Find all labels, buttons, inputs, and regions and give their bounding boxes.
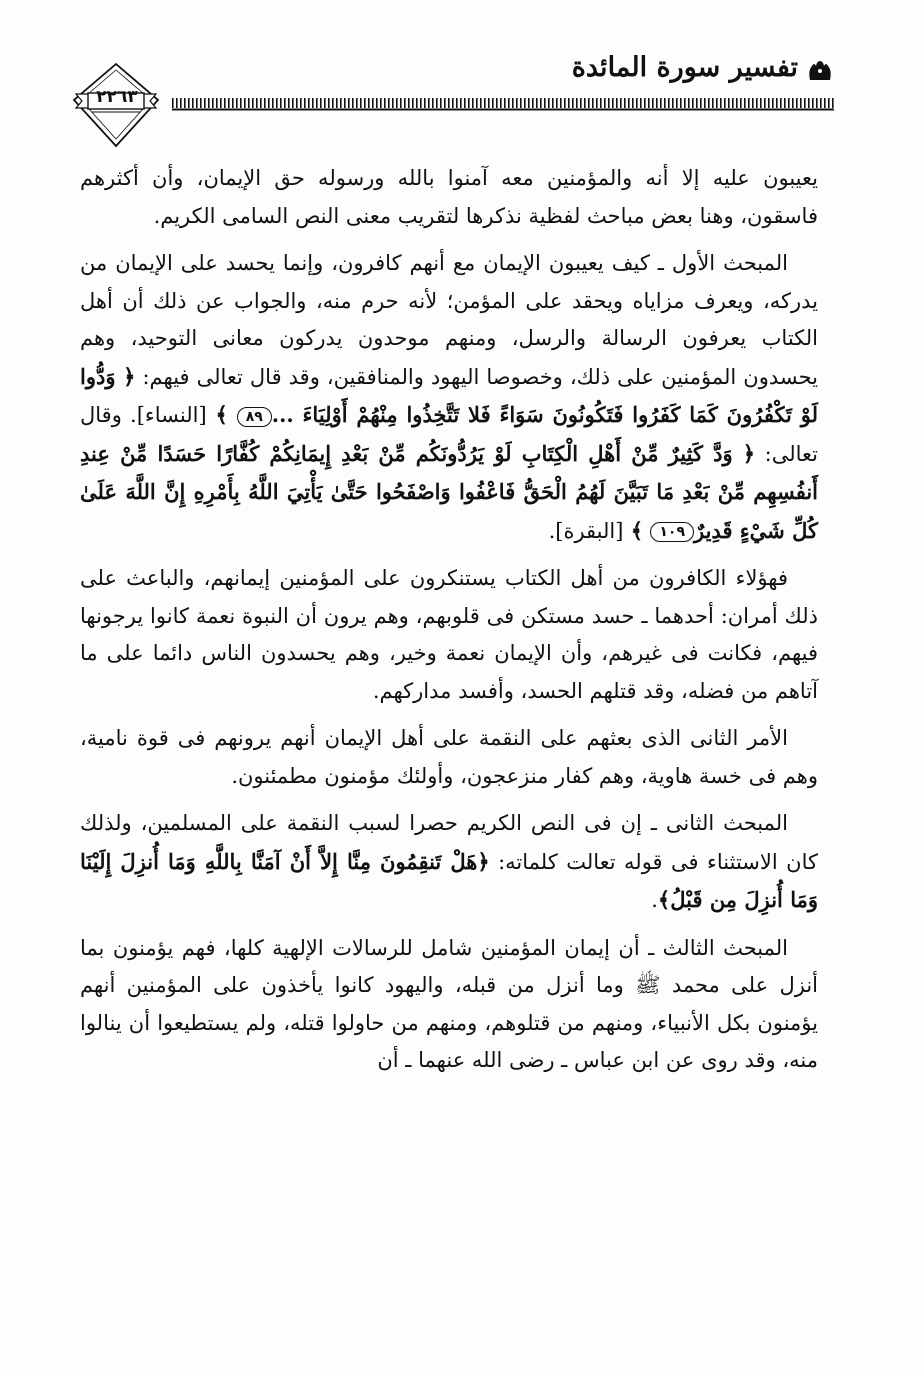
header-rule (172, 98, 834, 111)
paragraph-text: المبحث الثانى ـ إن فى النص الكريم حصرا لسبب النقمة على المسلمين، ولذلك كان الاستثناء فى قوله تعالت كلماته: (80, 811, 818, 874)
quran-verse: ﴾ (206, 402, 237, 427)
paragraph (80, 930, 818, 1080)
surah-title: تفسير سورة المائدة (571, 52, 798, 83)
paragraph (80, 560, 818, 710)
page-number: ٢٢٦٣ (96, 87, 138, 107)
paragraph-text: [النساء]. وقال تعالى: (80, 403, 818, 466)
paragraph-text: [البقرة]. (548, 518, 624, 543)
body-text (80, 160, 818, 1090)
paragraph-text: يعيبون عليه إلا أنه والمؤمنين معه آمنوا بالله ورسوله حق الإيمان، وأن أكثرهم فاسقون، وهنا بعض مباحث لفظية نذكرها لتقريب معنى النص السامى الكريم. (80, 166, 818, 228)
paragraph-text: الأمر الثانى الذى بعثهم على النقمة على أهل الإيمان أنهم يرونهم فى قوة نامية، وهم فى خسة هاوية، وهم كفار منزعجون، وأولئك مؤمنون مطمئنون. (80, 726, 818, 788)
paragraph-text: . (651, 888, 658, 912)
ayah-number-marker: ٨٩ (237, 407, 272, 427)
quran-verse: ﴿ وَدَّ كَثِيرٌ مِّنْ أَهْلِ الْكِتَابِ لَوْ يَرُدُّونَكُم مِّنْ بَعْدِ إِيمَانِكُمْ كُفَّارًا حَسَدًا مِّنْ عِندِ أَنفُسِهِم مِّنْ بَعْدِ مَا تَبَيَّنَ لَهُمُ الْحَقُّ فَاعْفُوا وَاصْفَحُوا حَتَّىٰ يَأْتِيَ اللَّهُ بِأَمْرِهِ إِنَّ اللَّهَ عَلَىٰ كُلِّ شَيْءٍ قَدِيرٌ (80, 440, 818, 543)
paragraph-text: المبحث الثالث ـ أن إيمان المؤمنين شامل للرسالات الإلهية كلها، فهم يؤمنون بما أنزل على محمد ﷺ وما أنزل من قبله، واليهود كانوا يأخذون على المؤمنين أنهم يؤمنون بكل الأنبياء، ومنهم من قتلوهم، ومنهم من حاولوا قتله، ولم يستطيعوا أن ينالوا منه، وقد روى عن ابن عباس ـ رضى الله عنهما ـ أن (80, 935, 818, 1072)
quran-verse: ﴿ وَدُّوا لَوْ تَكْفُرُونَ كَمَا كَفَرُوا فَتَكُونُونَ سَوَاءً فَلا تَتَّخِذُوا مِنْهُمْ أَوْلِيَاءَ ... (80, 363, 818, 427)
paragraph (80, 720, 818, 795)
ornament-icon (807, 60, 833, 82)
quran-verse: ﴾ (623, 517, 651, 543)
paragraph (80, 805, 818, 920)
ayah-number-marker: ١٠٩ (650, 522, 694, 542)
paragraph-text: فهؤلاء الكافرون من أهل الكتاب يستنكرون على المؤمنين إيمانهم، والباعث على ذلك أمران: أحدهما ـ حسد مستكن فى قلوبهم، وهم يرون أن النبوة نعمة كانوا يرجونها فيهم، فكانت فى غيرهم، وأن الإيمان نعمة وخير، وهم يحسدون الناس دائما على ما آتاهم من فضله، وقد قتلهم الحسد، وأفسد مداركهم. (80, 566, 818, 703)
page-header (0, 0, 921, 150)
quran-verse: ﴿هَلْ تَنقِمُونَ مِنَّا إِلاَّ أَنْ آمَنَّا بِاللَّهِ وَمَا أُنزِلَ إِلَيْنَا وَمَا أُنزِلَ مِن قَبْلُ﴾ (80, 848, 818, 912)
paragraph (80, 160, 818, 235)
paragraph-text: المبحث الأول ـ كيف يعيبون الإيمان مع أنهم كافرون، وإنما يحسد على الإيمان من يدركه، ويعرف مزاياه ويحقد على المؤمن؛ لأنه حرم منه، والجواب عن ذلك أن أهل الكتاب يعرفون الرسالة والرسل، ومنهم موحدون يدركون معانى التوحيد، وهم يحسدون المؤمنين على ذلك، وخصوصا اليهود والمنافقين، وقد قال تعالى فيهم: (80, 251, 818, 389)
paragraph (80, 245, 818, 550)
